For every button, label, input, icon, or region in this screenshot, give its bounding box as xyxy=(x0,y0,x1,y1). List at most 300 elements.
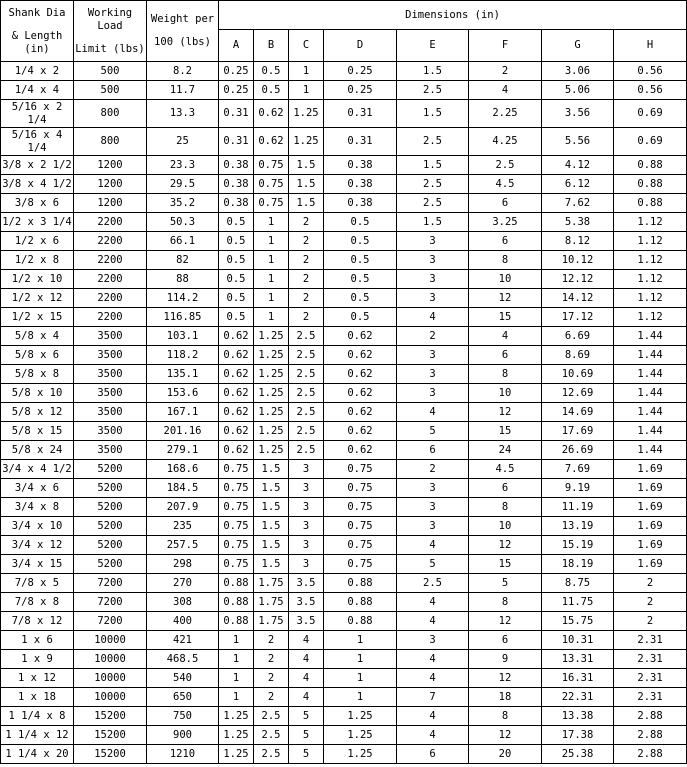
dim-h-cell: 1.44 xyxy=(614,346,687,365)
dim-f-cell: 4.25 xyxy=(469,128,542,156)
weight-cell: 201.16 xyxy=(147,422,219,441)
dim-h-cell: 1.69 xyxy=(614,479,687,498)
dim-g-cell: 11.19 xyxy=(542,498,614,517)
dim-e-cell: 4 xyxy=(397,669,469,688)
table-row xyxy=(1,574,687,593)
load-cell: 3500 xyxy=(74,422,147,441)
load-cell: 5200 xyxy=(74,555,147,574)
load-cell: 10000 xyxy=(74,688,147,707)
load-cell: 2200 xyxy=(74,213,147,232)
dim-b-cell: 2 xyxy=(254,631,289,650)
load-cell: 10000 xyxy=(74,631,147,650)
table-row xyxy=(1,555,687,574)
dim-g-cell: 11.75 xyxy=(542,593,614,612)
load-cell: 7200 xyxy=(74,612,147,631)
weight-cell: 82 xyxy=(147,251,219,270)
dim-f-cell: 6 xyxy=(469,631,542,650)
table-row xyxy=(1,745,687,764)
dim-col-f: F xyxy=(469,30,542,62)
dim-d-cell: 0.62 xyxy=(324,403,397,422)
shank-cell: 1/2 x 8 xyxy=(1,251,74,270)
dim-c-cell: 1.5 xyxy=(289,156,324,175)
dim-c-cell: 1.5 xyxy=(289,194,324,213)
dim-b-cell: 0.5 xyxy=(254,81,289,100)
shank-cell: 5/8 x 10 xyxy=(1,384,74,403)
dim-a-cell: 0.38 xyxy=(219,194,254,213)
table-row xyxy=(1,81,687,100)
dim-f-cell: 2.5 xyxy=(469,156,542,175)
dim-h-cell: 2.31 xyxy=(614,650,687,669)
shank-cell: 1/2 x 6 xyxy=(1,232,74,251)
dim-a-cell: 0.88 xyxy=(219,574,254,593)
table-row xyxy=(1,631,687,650)
dim-c-cell: 4 xyxy=(289,650,324,669)
dim-b-cell: 0.62 xyxy=(254,128,289,156)
dim-a-cell: 0.88 xyxy=(219,593,254,612)
load-header-line3: Limit (lbs) xyxy=(75,42,145,55)
dim-d-cell: 1 xyxy=(324,688,397,707)
dim-h-cell: 1.12 xyxy=(614,213,687,232)
dim-c-cell: 5 xyxy=(289,726,324,745)
dim-g-cell: 10.69 xyxy=(542,365,614,384)
table-row xyxy=(1,251,687,270)
dim-a-cell: 0.75 xyxy=(219,555,254,574)
dim-a-cell: 0.38 xyxy=(219,156,254,175)
dim-d-cell: 0.62 xyxy=(324,327,397,346)
shank-cell: 3/4 x 10 xyxy=(1,517,74,536)
dim-a-cell: 0.38 xyxy=(219,175,254,194)
dim-e-cell: 3 xyxy=(397,365,469,384)
dim-g-cell: 18.19 xyxy=(542,555,614,574)
load-cell: 5200 xyxy=(74,498,147,517)
dim-e-cell: 2.5 xyxy=(397,81,469,100)
dim-f-cell: 8 xyxy=(469,593,542,612)
table-row xyxy=(1,707,687,726)
dim-b-cell: 0.75 xyxy=(254,194,289,213)
weight-header-line1: Weight per xyxy=(150,13,215,25)
dim-f-cell: 4 xyxy=(469,327,542,346)
dim-g-cell: 16.31 xyxy=(542,669,614,688)
dim-a-cell: 0.5 xyxy=(219,308,254,327)
dim-a-cell: 0.5 xyxy=(219,270,254,289)
shank-cell: 3/8 x 2 1/2 xyxy=(1,156,74,175)
shank-cell: 3/8 x 6 xyxy=(1,194,74,213)
table-row xyxy=(1,441,687,460)
dim-f-cell: 2.25 xyxy=(469,100,542,128)
load-cell: 1200 xyxy=(74,194,147,213)
dim-col-d: D xyxy=(324,30,397,62)
dim-h-cell: 1.12 xyxy=(614,308,687,327)
dim-b-cell: 1 xyxy=(254,251,289,270)
dim-a-cell: 0.25 xyxy=(219,62,254,81)
dim-c-cell: 2 xyxy=(289,308,324,327)
table-row xyxy=(1,365,687,384)
weight-cell: 103.1 xyxy=(147,327,219,346)
shank-cell: 3/4 x 8 xyxy=(1,498,74,517)
weight-cell: 118.2 xyxy=(147,346,219,365)
dim-b-cell: 1 xyxy=(254,213,289,232)
dim-c-cell: 3 xyxy=(289,498,324,517)
dim-e-cell: 5 xyxy=(397,555,469,574)
dim-g-cell: 15.75 xyxy=(542,612,614,631)
load-cell: 2200 xyxy=(74,232,147,251)
load-cell: 15200 xyxy=(74,726,147,745)
dim-b-cell: 1.75 xyxy=(254,574,289,593)
dim-g-cell: 26.69 xyxy=(542,441,614,460)
dim-f-cell: 6 xyxy=(469,479,542,498)
dim-c-cell: 1.25 xyxy=(289,100,324,128)
dim-f-cell: 12 xyxy=(469,612,542,631)
table-row xyxy=(1,403,687,422)
shank-cell: 3/4 x 4 1/2 xyxy=(1,460,74,479)
dim-e-cell: 2.5 xyxy=(397,128,469,156)
table-row xyxy=(1,726,687,745)
dim-b-cell: 1.25 xyxy=(254,327,289,346)
dim-b-cell: 2.5 xyxy=(254,726,289,745)
dim-e-cell: 2 xyxy=(397,327,469,346)
dim-d-cell: 0.31 xyxy=(324,100,397,128)
dim-d-cell: 0.75 xyxy=(324,555,397,574)
dim-f-cell: 10 xyxy=(469,384,542,403)
dim-e-cell: 3 xyxy=(397,289,469,308)
dim-h-cell: 0.88 xyxy=(614,156,687,175)
dimensions-header: Dimensions (in) xyxy=(219,1,687,30)
dim-g-cell: 14.69 xyxy=(542,403,614,422)
dim-d-cell: 0.5 xyxy=(324,213,397,232)
dim-b-cell: 2 xyxy=(254,650,289,669)
shank-cell: 1 1/4 x 8 xyxy=(1,707,74,726)
shank-cell: 1 x 6 xyxy=(1,631,74,650)
dim-h-cell: 2 xyxy=(614,612,687,631)
dim-b-cell: 1 xyxy=(254,232,289,251)
dim-e-cell: 2.5 xyxy=(397,194,469,213)
dim-h-cell: 1.44 xyxy=(614,365,687,384)
shank-header-line1: Shank Dia xyxy=(8,6,66,19)
dim-d-cell: 0.5 xyxy=(324,251,397,270)
dim-e-cell: 4 xyxy=(397,593,469,612)
dim-a-cell: 0.31 xyxy=(219,100,254,128)
dim-f-cell: 24 xyxy=(469,441,542,460)
dim-e-cell: 7 xyxy=(397,688,469,707)
shank-cell: 5/8 x 4 xyxy=(1,327,74,346)
table-row xyxy=(1,650,687,669)
dim-e-cell: 4 xyxy=(397,612,469,631)
weight-cell: 88 xyxy=(147,270,219,289)
dim-d-cell: 0.5 xyxy=(324,289,397,308)
table-row xyxy=(1,156,687,175)
dim-h-cell: 2.88 xyxy=(614,726,687,745)
dim-e-cell: 4 xyxy=(397,403,469,422)
dim-e-cell: 3 xyxy=(397,479,469,498)
dim-g-cell: 17.69 xyxy=(542,422,614,441)
dim-col-e: E xyxy=(397,30,469,62)
dim-a-cell: 0.62 xyxy=(219,384,254,403)
dim-g-cell: 15.19 xyxy=(542,536,614,555)
dim-d-cell: 0.88 xyxy=(324,574,397,593)
table-row xyxy=(1,669,687,688)
dim-c-cell: 4 xyxy=(289,631,324,650)
dim-b-cell: 1.25 xyxy=(254,346,289,365)
load-cell: 3500 xyxy=(74,346,147,365)
dim-e-cell: 3 xyxy=(397,251,469,270)
dim-f-cell: 20 xyxy=(469,745,542,764)
dim-e-cell: 6 xyxy=(397,745,469,764)
dim-a-cell: 1.25 xyxy=(219,707,254,726)
dim-d-cell: 0.38 xyxy=(324,175,397,194)
dim-b-cell: 2 xyxy=(254,669,289,688)
dim-col-c: C xyxy=(289,30,324,62)
dim-d-cell: 0.38 xyxy=(324,156,397,175)
weight-cell: 167.1 xyxy=(147,403,219,422)
shank-cell: 7/8 x 5 xyxy=(1,574,74,593)
load-cell: 7200 xyxy=(74,593,147,612)
dim-c-cell: 2.5 xyxy=(289,327,324,346)
dim-a-cell: 1 xyxy=(219,631,254,650)
dim-e-cell: 4 xyxy=(397,726,469,745)
dim-f-cell: 4 xyxy=(469,81,542,100)
dim-c-cell: 2 xyxy=(289,232,324,251)
dim-h-cell: 2.31 xyxy=(614,631,687,650)
weight-cell: 168.6 xyxy=(147,460,219,479)
weight-cell: 308 xyxy=(147,593,219,612)
dim-g-cell: 10.12 xyxy=(542,251,614,270)
dim-f-cell: 5 xyxy=(469,574,542,593)
load-cell: 3500 xyxy=(74,365,147,384)
load-cell: 500 xyxy=(74,81,147,100)
shank-cell: 3/4 x 6 xyxy=(1,479,74,498)
dim-c-cell: 5 xyxy=(289,707,324,726)
shank-cell: 1/2 x 3 1/4 xyxy=(1,213,74,232)
dim-c-cell: 2.5 xyxy=(289,403,324,422)
weight-cell: 1210 xyxy=(147,745,219,764)
dim-c-cell: 2.5 xyxy=(289,441,324,460)
dim-d-cell: 0.25 xyxy=(324,81,397,100)
dim-e-cell: 4 xyxy=(397,650,469,669)
dim-h-cell: 1.69 xyxy=(614,498,687,517)
dim-c-cell: 3 xyxy=(289,536,324,555)
table-body xyxy=(1,62,687,764)
dim-a-cell: 0.31 xyxy=(219,128,254,156)
dim-a-cell: 0.75 xyxy=(219,498,254,517)
dim-f-cell: 15 xyxy=(469,555,542,574)
dim-b-cell: 1.75 xyxy=(254,612,289,631)
shank-cell: 1/4 x 4 xyxy=(1,81,74,100)
dim-d-cell: 0.62 xyxy=(324,346,397,365)
shank-cell: 5/8 x 6 xyxy=(1,346,74,365)
dim-e-cell: 3 xyxy=(397,270,469,289)
weight-cell: 184.5 xyxy=(147,479,219,498)
dim-f-cell: 12 xyxy=(469,403,542,422)
load-header-line2: Load xyxy=(97,19,123,32)
dim-b-cell: 1.75 xyxy=(254,593,289,612)
dim-b-cell: 1 xyxy=(254,289,289,308)
dim-h-cell: 1.44 xyxy=(614,327,687,346)
dim-b-cell: 0.75 xyxy=(254,156,289,175)
load-cell: 3500 xyxy=(74,441,147,460)
load-cell: 5200 xyxy=(74,479,147,498)
table-row xyxy=(1,422,687,441)
dim-c-cell: 5 xyxy=(289,745,324,764)
dim-e-cell: 3 xyxy=(397,631,469,650)
weight-cell: 650 xyxy=(147,688,219,707)
dim-d-cell: 0.25 xyxy=(324,62,397,81)
dim-g-cell: 12.69 xyxy=(542,384,614,403)
load-cell: 10000 xyxy=(74,650,147,669)
table-row xyxy=(1,232,687,251)
table-row xyxy=(1,384,687,403)
table-row xyxy=(1,460,687,479)
dim-d-cell: 0.75 xyxy=(324,479,397,498)
weight-header xyxy=(147,1,219,62)
dim-f-cell: 8 xyxy=(469,707,542,726)
dim-c-cell: 3.5 xyxy=(289,574,324,593)
dim-c-cell: 2 xyxy=(289,251,324,270)
dim-b-cell: 1.5 xyxy=(254,479,289,498)
dim-d-cell: 0.38 xyxy=(324,194,397,213)
dim-h-cell: 0.69 xyxy=(614,100,687,128)
dim-f-cell: 4.5 xyxy=(469,175,542,194)
dim-g-cell: 13.31 xyxy=(542,650,614,669)
weight-cell: 8.2 xyxy=(147,62,219,81)
dim-e-cell: 2.5 xyxy=(397,175,469,194)
weight-cell: 25 xyxy=(147,128,219,156)
shank-cell: 5/16 x 2 1/4 xyxy=(1,100,74,128)
dim-e-cell: 3 xyxy=(397,498,469,517)
table-row xyxy=(1,346,687,365)
dim-g-cell: 17.38 xyxy=(542,726,614,745)
load-cell: 2200 xyxy=(74,289,147,308)
dim-b-cell: 1.5 xyxy=(254,555,289,574)
dim-b-cell: 1.5 xyxy=(254,460,289,479)
dim-b-cell: 2.5 xyxy=(254,707,289,726)
dim-f-cell: 8 xyxy=(469,251,542,270)
dim-a-cell: 0.25 xyxy=(219,81,254,100)
load-cell: 2200 xyxy=(74,251,147,270)
dim-d-cell: 0.75 xyxy=(324,498,397,517)
shank-cell: 3/4 x 15 xyxy=(1,555,74,574)
dim-h-cell: 1.69 xyxy=(614,536,687,555)
dim-d-cell: 0.5 xyxy=(324,232,397,251)
dim-g-cell: 25.38 xyxy=(542,745,614,764)
weight-cell: 153.6 xyxy=(147,384,219,403)
dim-f-cell: 12 xyxy=(469,726,542,745)
dim-g-cell: 8.12 xyxy=(542,232,614,251)
weight-cell: 400 xyxy=(147,612,219,631)
weight-header-line2: 100 (lbs) xyxy=(154,36,211,48)
table-row xyxy=(1,194,687,213)
weight-cell: 207.9 xyxy=(147,498,219,517)
dim-h-cell: 0.88 xyxy=(614,194,687,213)
dim-d-cell: 0.88 xyxy=(324,593,397,612)
dim-h-cell: 1.44 xyxy=(614,422,687,441)
dim-f-cell: 10 xyxy=(469,270,542,289)
dim-d-cell: 0.62 xyxy=(324,441,397,460)
dim-f-cell: 3.25 xyxy=(469,213,542,232)
dim-g-cell: 8.69 xyxy=(542,346,614,365)
weight-cell: 421 xyxy=(147,631,219,650)
dim-h-cell: 2.31 xyxy=(614,688,687,707)
dim-d-cell: 0.75 xyxy=(324,536,397,555)
table-row xyxy=(1,479,687,498)
dim-b-cell: 0.62 xyxy=(254,100,289,128)
weight-cell: 50.3 xyxy=(147,213,219,232)
dim-g-cell: 5.06 xyxy=(542,81,614,100)
dim-h-cell: 0.56 xyxy=(614,62,687,81)
dim-f-cell: 18 xyxy=(469,688,542,707)
dim-col-a: A xyxy=(219,30,254,62)
dim-a-cell: 0.62 xyxy=(219,441,254,460)
dim-a-cell: 0.62 xyxy=(219,327,254,346)
dim-c-cell: 2.5 xyxy=(289,365,324,384)
dim-g-cell: 8.75 xyxy=(542,574,614,593)
dim-e-cell: 1.5 xyxy=(397,62,469,81)
dim-g-cell: 5.56 xyxy=(542,128,614,156)
dim-b-cell: 1.25 xyxy=(254,403,289,422)
load-cell: 5200 xyxy=(74,536,147,555)
dim-e-cell: 4 xyxy=(397,707,469,726)
dim-e-cell: 1.5 xyxy=(397,213,469,232)
weight-cell: 13.3 xyxy=(147,100,219,128)
shank-cell: 1/4 x 2 xyxy=(1,62,74,81)
dim-a-cell: 0.5 xyxy=(219,213,254,232)
dim-c-cell: 1.25 xyxy=(289,128,324,156)
load-header-line1: Working xyxy=(87,6,133,19)
dim-a-cell: 1 xyxy=(219,650,254,669)
weight-cell: 116.85 xyxy=(147,308,219,327)
dim-f-cell: 4.5 xyxy=(469,460,542,479)
weight-cell: 298 xyxy=(147,555,219,574)
shank-cell: 1 x 18 xyxy=(1,688,74,707)
dim-a-cell: 0.75 xyxy=(219,536,254,555)
dim-a-cell: 1.25 xyxy=(219,745,254,764)
table-header xyxy=(1,1,687,62)
dim-h-cell: 1.69 xyxy=(614,517,687,536)
load-cell: 5200 xyxy=(74,460,147,479)
table-row xyxy=(1,270,687,289)
dim-h-cell: 1.12 xyxy=(614,251,687,270)
dim-b-cell: 1.25 xyxy=(254,384,289,403)
dim-f-cell: 15 xyxy=(469,308,542,327)
dim-b-cell: 2.5 xyxy=(254,745,289,764)
shank-cell: 5/8 x 8 xyxy=(1,365,74,384)
shank-cell: 1/2 x 15 xyxy=(1,308,74,327)
weight-cell: 235 xyxy=(147,517,219,536)
dim-g-cell: 22.31 xyxy=(542,688,614,707)
dim-f-cell: 2 xyxy=(469,62,542,81)
dim-b-cell: 0.5 xyxy=(254,62,289,81)
dim-g-cell: 10.31 xyxy=(542,631,614,650)
load-cell: 15200 xyxy=(74,707,147,726)
dim-f-cell: 6 xyxy=(469,232,542,251)
dim-h-cell: 1.69 xyxy=(614,460,687,479)
dim-g-cell: 6.69 xyxy=(542,327,614,346)
table-row xyxy=(1,612,687,631)
load-cell: 800 xyxy=(74,100,147,128)
dim-f-cell: 12 xyxy=(469,536,542,555)
dim-c-cell: 3 xyxy=(289,460,324,479)
shank-cell: 1 x 12 xyxy=(1,669,74,688)
table-row xyxy=(1,327,687,346)
dim-h-cell: 2 xyxy=(614,593,687,612)
shank-cell: 5/8 x 24 xyxy=(1,441,74,460)
dim-d-cell: 1.25 xyxy=(324,745,397,764)
load-header xyxy=(74,1,147,62)
dim-h-cell: 1.12 xyxy=(614,289,687,308)
dim-d-cell: 1 xyxy=(324,669,397,688)
dim-c-cell: 3 xyxy=(289,555,324,574)
table-row xyxy=(1,128,687,156)
dim-e-cell: 3 xyxy=(397,517,469,536)
